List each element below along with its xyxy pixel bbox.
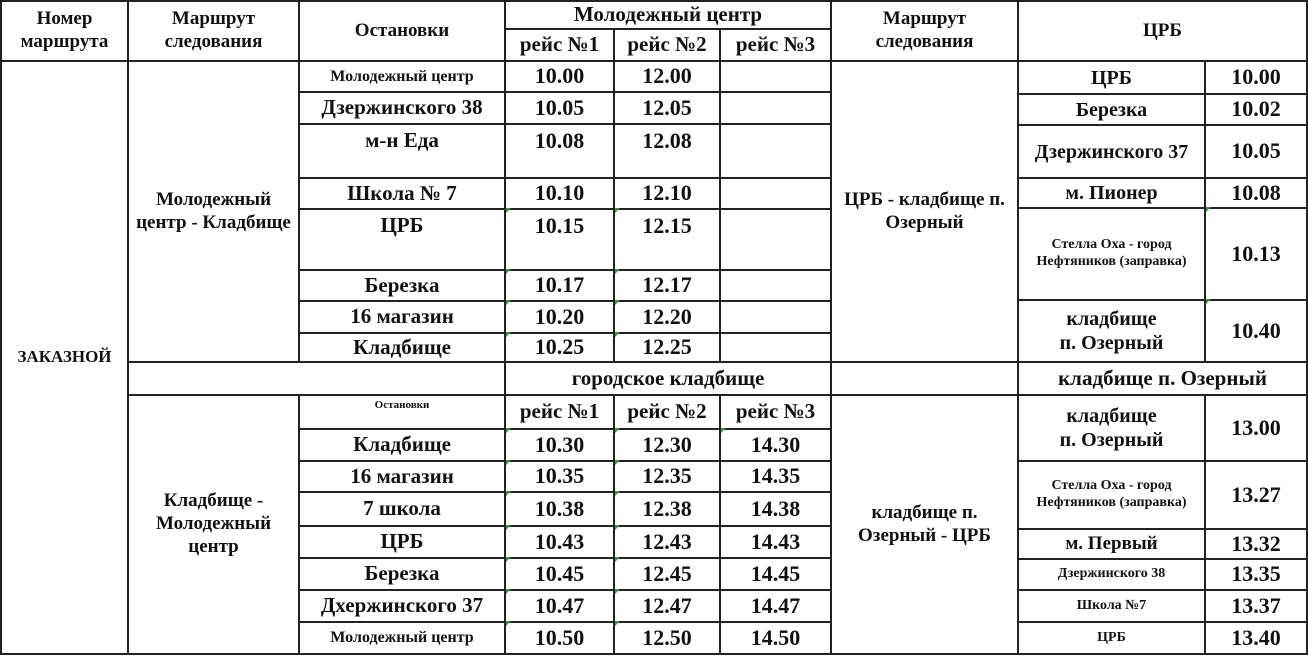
right-time: 10.08 [1231, 179, 1281, 205]
right-stop-name: Дзержинского 38 [1057, 566, 1166, 582]
trip-1-time: 10.38 [534, 495, 585, 521]
header-route-number: Номер маршрута [20, 8, 109, 52]
trip-1-time: 10.08 [534, 128, 585, 153]
trip-3-time: 14.43 [750, 528, 801, 554]
header-route-path: Маршрут следования [164, 8, 263, 52]
right-stop-name: кладбище п. Озерный [1059, 405, 1164, 451]
trip-1-time: 10.47 [534, 592, 585, 618]
header-trip-2: рейс №2 [627, 399, 707, 424]
trip-2-time: 12.35 [642, 463, 692, 489]
stop-name: ЦРБ [380, 529, 424, 554]
trip-1-time: 10.00 [534, 63, 585, 89]
trip-3-time: 14.30 [750, 431, 801, 457]
trip-1-time: 10.15 [534, 213, 585, 238]
trip-2-time: 12.25 [642, 334, 692, 360]
trip-1-time: 10.10 [534, 180, 585, 206]
stop-name: Березка [364, 272, 440, 297]
trip-1-time: 10.35 [534, 463, 585, 489]
trip-2-time: 12.05 [642, 94, 692, 120]
stop-name: Школа № 7 [347, 180, 457, 205]
header-youth-center: Молодежный центр [573, 2, 763, 27]
stop-name: Березка [364, 561, 440, 586]
trip-3-time: 14.50 [750, 624, 801, 650]
trip-1-time: 10.17 [534, 272, 585, 298]
stop-name: 7 школа [363, 496, 441, 521]
right-stop-name: ЦРБ [1091, 66, 1132, 89]
stop-name: м-н Еда [365, 128, 439, 152]
right-time: 10.02 [1231, 96, 1281, 122]
right-time: 10.00 [1231, 64, 1281, 90]
stop-name: Молодежный центр [330, 67, 474, 85]
stop-name: Кладбище [353, 334, 451, 359]
header-route-path-right: Маршрут следования [875, 8, 974, 52]
right-stop-name: м. Первый [1065, 532, 1158, 554]
right-time: 10.40 [1231, 317, 1281, 343]
trip-2-time: 12.45 [642, 560, 692, 586]
trip-1-time: 10.20 [534, 303, 585, 329]
right-stop-name: кладбище п. Озерный [1059, 308, 1164, 354]
stop-name: Молодежный центр [330, 629, 474, 647]
ozerny-cemetery-label: кладбище п. Озерный [1058, 365, 1267, 390]
stop-name: 16 магазин [350, 304, 454, 329]
trip-2-time: 12.47 [642, 592, 692, 618]
trip-2-time: 12.50 [642, 624, 692, 650]
right-time: 13.40 [1231, 624, 1281, 650]
header-trip-3: рейс №3 [735, 399, 816, 424]
trip-2-time: 12.08 [642, 128, 692, 153]
header-trip-1: рейс №1 [519, 32, 600, 57]
header-trip-2: рейс №2 [627, 32, 707, 57]
right-stop-name: Березка [1075, 98, 1148, 121]
trip-2-time: 12.17 [642, 272, 692, 298]
trip-3-time: 14.47 [750, 592, 801, 618]
trip-1-time: 10.45 [534, 560, 585, 586]
trip-1-time: 10.43 [534, 528, 585, 554]
stop-name: Дзержинского 38 [321, 95, 483, 120]
right-stop-name: Дзержинского 37 [1034, 140, 1189, 163]
route-name-1: Молодежный центр - Кладбище [136, 188, 291, 233]
trip-2-time: 12.38 [642, 495, 692, 521]
trip-2-time: 12.43 [642, 528, 692, 554]
trip-1-time: 10.25 [534, 334, 585, 360]
right-stop-name: Школа №7 [1076, 597, 1147, 613]
stop-name: Кладбище [353, 432, 451, 457]
trip-2-time: 12.10 [642, 180, 692, 206]
route-name-right-2: кладбище п. Озерный - ЦРБ [858, 501, 991, 546]
route-name-2: Кладбище - Молодежный центр [155, 490, 272, 557]
trip-2-time: 12.00 [642, 63, 692, 89]
header-crb: ЦРБ [1143, 19, 1182, 41]
trip-1-time: 10.30 [534, 431, 585, 457]
trip-1-time: 10.50 [534, 624, 585, 650]
right-time: 10.05 [1231, 138, 1281, 164]
right-time: 10.13 [1231, 240, 1281, 266]
stops-header-small: Остановки [374, 399, 430, 411]
right-stop-name: Стелла Оха - город Нефтяников (заправка) [1036, 478, 1187, 510]
header-trip-1: рейс №1 [519, 399, 600, 424]
route-name-right-1: ЦРБ - кладбище п. Озерный [844, 188, 1005, 233]
right-stop-name: ЦРБ [1097, 629, 1126, 645]
trip-2-time: 12.15 [642, 213, 692, 238]
trip-3-time: 14.45 [750, 560, 801, 586]
stop-name: Дхержинского 37 [320, 593, 484, 618]
trip-2-time: 12.30 [642, 431, 692, 457]
right-time: 13.27 [1231, 481, 1281, 507]
right-time: 13.32 [1231, 530, 1281, 556]
right-time: 13.37 [1231, 592, 1281, 618]
header-stops: Остановки [354, 19, 450, 41]
route-type-label: ЗАКАЗНОЙ [17, 347, 112, 367]
trip-3-time: 14.35 [750, 463, 801, 489]
trip-1-time: 10.05 [534, 94, 585, 120]
header-trip-3: рейс №3 [735, 32, 816, 57]
trip-3-time: 14.38 [750, 495, 801, 521]
right-stop-name: м. Пионер [1065, 182, 1158, 204]
stop-name: ЦРБ [380, 213, 424, 237]
stop-name: 16 магазин [350, 463, 454, 488]
right-time: 13.00 [1231, 414, 1281, 440]
trip-2-time: 12.20 [642, 303, 692, 329]
right-stop-name: Стелла Оха - город Нефтяников (заправка) [1036, 237, 1187, 269]
right-time: 13.35 [1231, 561, 1281, 587]
city-cemetery-label: городское кладбище [571, 365, 765, 390]
